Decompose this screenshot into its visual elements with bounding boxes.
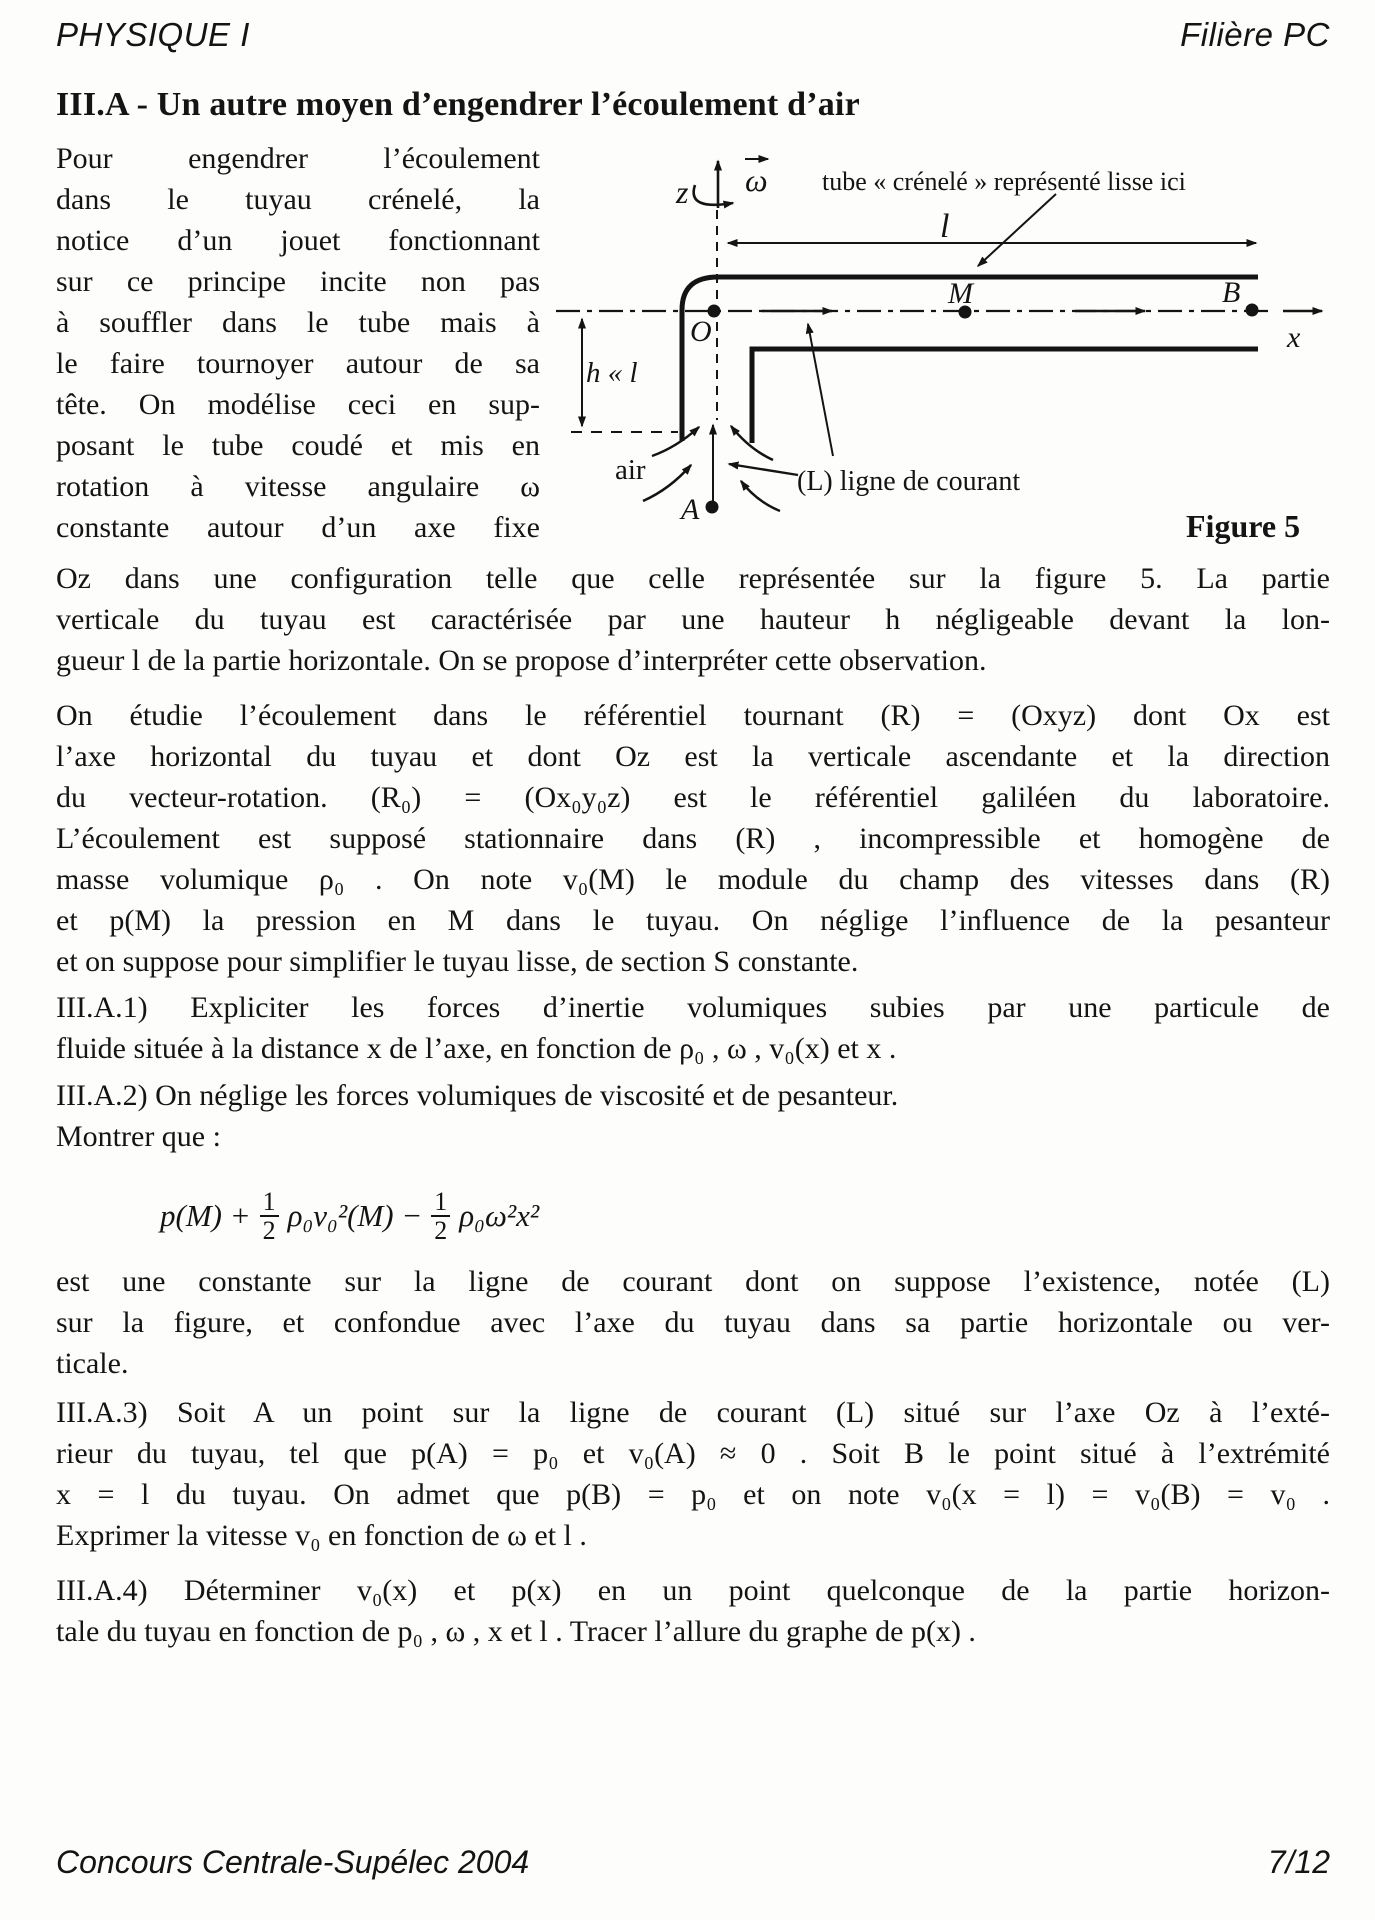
page-footer xyxy=(56,1844,1330,1881)
tube-label-arrow xyxy=(978,194,1056,266)
streamline-label: (L) ligne de courant xyxy=(797,466,1021,497)
equation-term: p(M) + xyxy=(160,1198,251,1233)
text-line: III.A.4) Déterminer v₀(x) et p(x) en un point quelconque de la partie horizon- xyxy=(56,1574,1330,1607)
text-line: à souffler dans le tube mais à xyxy=(56,306,540,339)
text-line: sur la figure, et confondue avec l’axe du tuyau dans sa partie horizontale ou ver- xyxy=(56,1306,1330,1339)
x-axis-label: x xyxy=(1287,321,1301,354)
text-line: le faire tournoyer autour de sa xyxy=(56,347,540,380)
text-line: ticale. xyxy=(56,1347,129,1380)
text-line: dans le tuyau crénelé, la xyxy=(56,183,540,216)
h-dimension-label: h « l xyxy=(586,357,638,389)
fraction-one-half xyxy=(431,1188,450,1245)
fraction-numerator: 1 xyxy=(262,1186,276,1216)
text-line: constante autour d’un axe fixe xyxy=(56,511,540,544)
question-III-A-3 xyxy=(56,1392,1330,1556)
question-III-A-2 xyxy=(56,1075,1330,1157)
fraction-denominator: 2 xyxy=(260,1215,279,1244)
point-a-dot xyxy=(706,501,719,514)
text-line: verticale du tuyau est caractérisée par une hauteur h négligeable devant la lon- xyxy=(56,603,1330,636)
referential-paragraph xyxy=(56,695,1330,982)
page-header xyxy=(56,16,1330,54)
text-line: et p(M) la pression en M dans le tuyau. On néglige l’influence de la pesanteur xyxy=(56,904,1330,937)
text-line: III.A.2) On néglige les forces volumiques de viscosité et de pesanteur. xyxy=(56,1079,899,1112)
omega-label: ω xyxy=(745,162,768,198)
question-III-A-2-continuation xyxy=(56,1261,1330,1384)
text-line: posant le tube coudé et mis en xyxy=(56,429,540,462)
point-o-label: O xyxy=(690,315,712,348)
text-line: III.A.3) Soit A un point sur la ligne de courant (L) situé sur l’axe Oz à l’exté- xyxy=(56,1396,1330,1429)
fraction-one-half xyxy=(260,1188,279,1245)
text-line: III.A.1) Expliciter les forces d’inertie volumiques subies par une particule de xyxy=(56,991,1330,1024)
text-line: l’axe horizontal du tuyau et dont Oz est la verticale ascendante et la direction xyxy=(56,740,1330,773)
streamline-pointer-arrow xyxy=(729,464,798,475)
text-line: tête. On modélise ceci en sup- xyxy=(56,388,540,421)
text-line: Montrer que : xyxy=(56,1120,221,1153)
length-label: l xyxy=(940,208,950,245)
text-line: du vecteur-rotation. (R₀) = (Ox₀y₀z) est le référentiel galiléen du laboratoire. xyxy=(56,781,1330,814)
air-label: air xyxy=(615,454,646,486)
footer-exam-label: Concours Centrale-Supélec 2004 xyxy=(56,1844,530,1880)
z-axis-label: z xyxy=(676,174,689,210)
text-line: sur ce principe incite non pas xyxy=(56,265,540,298)
text-line: et on suppose pour simplifier le tuyau lisse, de section S constante. xyxy=(56,945,859,978)
intro-paragraph-column xyxy=(56,138,540,548)
filiere-label: Filière PC xyxy=(1180,16,1330,53)
equation-term: ρ₀v₀²(M) − xyxy=(287,1198,423,1233)
text-line: On étudie l’écoulement dans le référentiel tournant (R) = (Oxyz) dont Ox est xyxy=(56,699,1330,732)
text-line: x = l du tuyau. On admet que p(B) = p₀ et on note v₀(x = l) = v₀(B) = v₀ . xyxy=(56,1478,1330,1511)
air-arrow-right-2 xyxy=(741,481,780,511)
bernoulli-equation xyxy=(160,1168,539,1264)
figure-5 xyxy=(550,130,1340,550)
text-line: tale du tuyau en fonction de p₀ , ω , x et l . Tracer l’allure du graphe de p(x) . xyxy=(56,1615,976,1648)
point-b-label: B xyxy=(1222,276,1241,309)
question-III-A-1 xyxy=(56,987,1330,1069)
rotation-arrow xyxy=(694,185,733,205)
streamline-up-arrow xyxy=(808,324,833,456)
section-heading: III.A - Un autre moyen d’engendrer l’écoulement d’air xyxy=(56,86,860,123)
text-line: rotation à vitesse angulaire ω xyxy=(56,470,540,503)
text-line: fluide située à la distance x de l’axe, en fonction de ρ₀ , ω , v₀(x) et x . xyxy=(56,1032,897,1065)
text-line: masse volumique ρ₀ . On note v₀(M) le module du champ des vitesses dans (R) xyxy=(56,863,1330,896)
question-III-A-4 xyxy=(56,1570,1330,1652)
figure-caption: Figure 5 xyxy=(1186,508,1301,544)
text-line: rieur du tuyau, tel que p(A) = p₀ et v₀(A) ≈ 0 . Soit B le point situé à l’extrémité xyxy=(56,1437,1330,1470)
text-line: Exprimer la vitesse v₀ en fonction de ω et l . xyxy=(56,1519,587,1552)
text-line: Pour engendrer l’écoulement xyxy=(56,142,540,175)
text-line: L’écoulement est supposé stationnaire dans (R) , incompressible et homogène de xyxy=(56,822,1330,855)
subject-title: PHYSIQUE I xyxy=(56,16,250,53)
intro-paragraph-full xyxy=(56,558,1330,681)
tube-label: tube « crénelé » représenté lisse ici xyxy=(822,167,1186,196)
point-b-dot xyxy=(1246,304,1259,317)
equation-term: ρ₀ω²x² xyxy=(459,1198,540,1233)
fraction-denominator: 2 xyxy=(431,1215,450,1244)
text-line: notice d’un jouet fonctionnant xyxy=(56,224,540,257)
fraction-numerator: 1 xyxy=(434,1186,448,1216)
text-line: gueur l de la partie horizontale. On se propose d’interpréter cette observation. xyxy=(56,644,987,677)
point-m-label: M xyxy=(948,277,973,310)
text-line: Oz dans une configuration telle que celle représentée sur la figure 5. La partie xyxy=(56,562,1330,595)
text-line: est une constante sur la ligne de courant dont on suppose l’existence, notée (L) xyxy=(56,1265,1330,1298)
page-number: 7/12 xyxy=(1267,1844,1330,1880)
point-a-label: A xyxy=(681,493,700,526)
